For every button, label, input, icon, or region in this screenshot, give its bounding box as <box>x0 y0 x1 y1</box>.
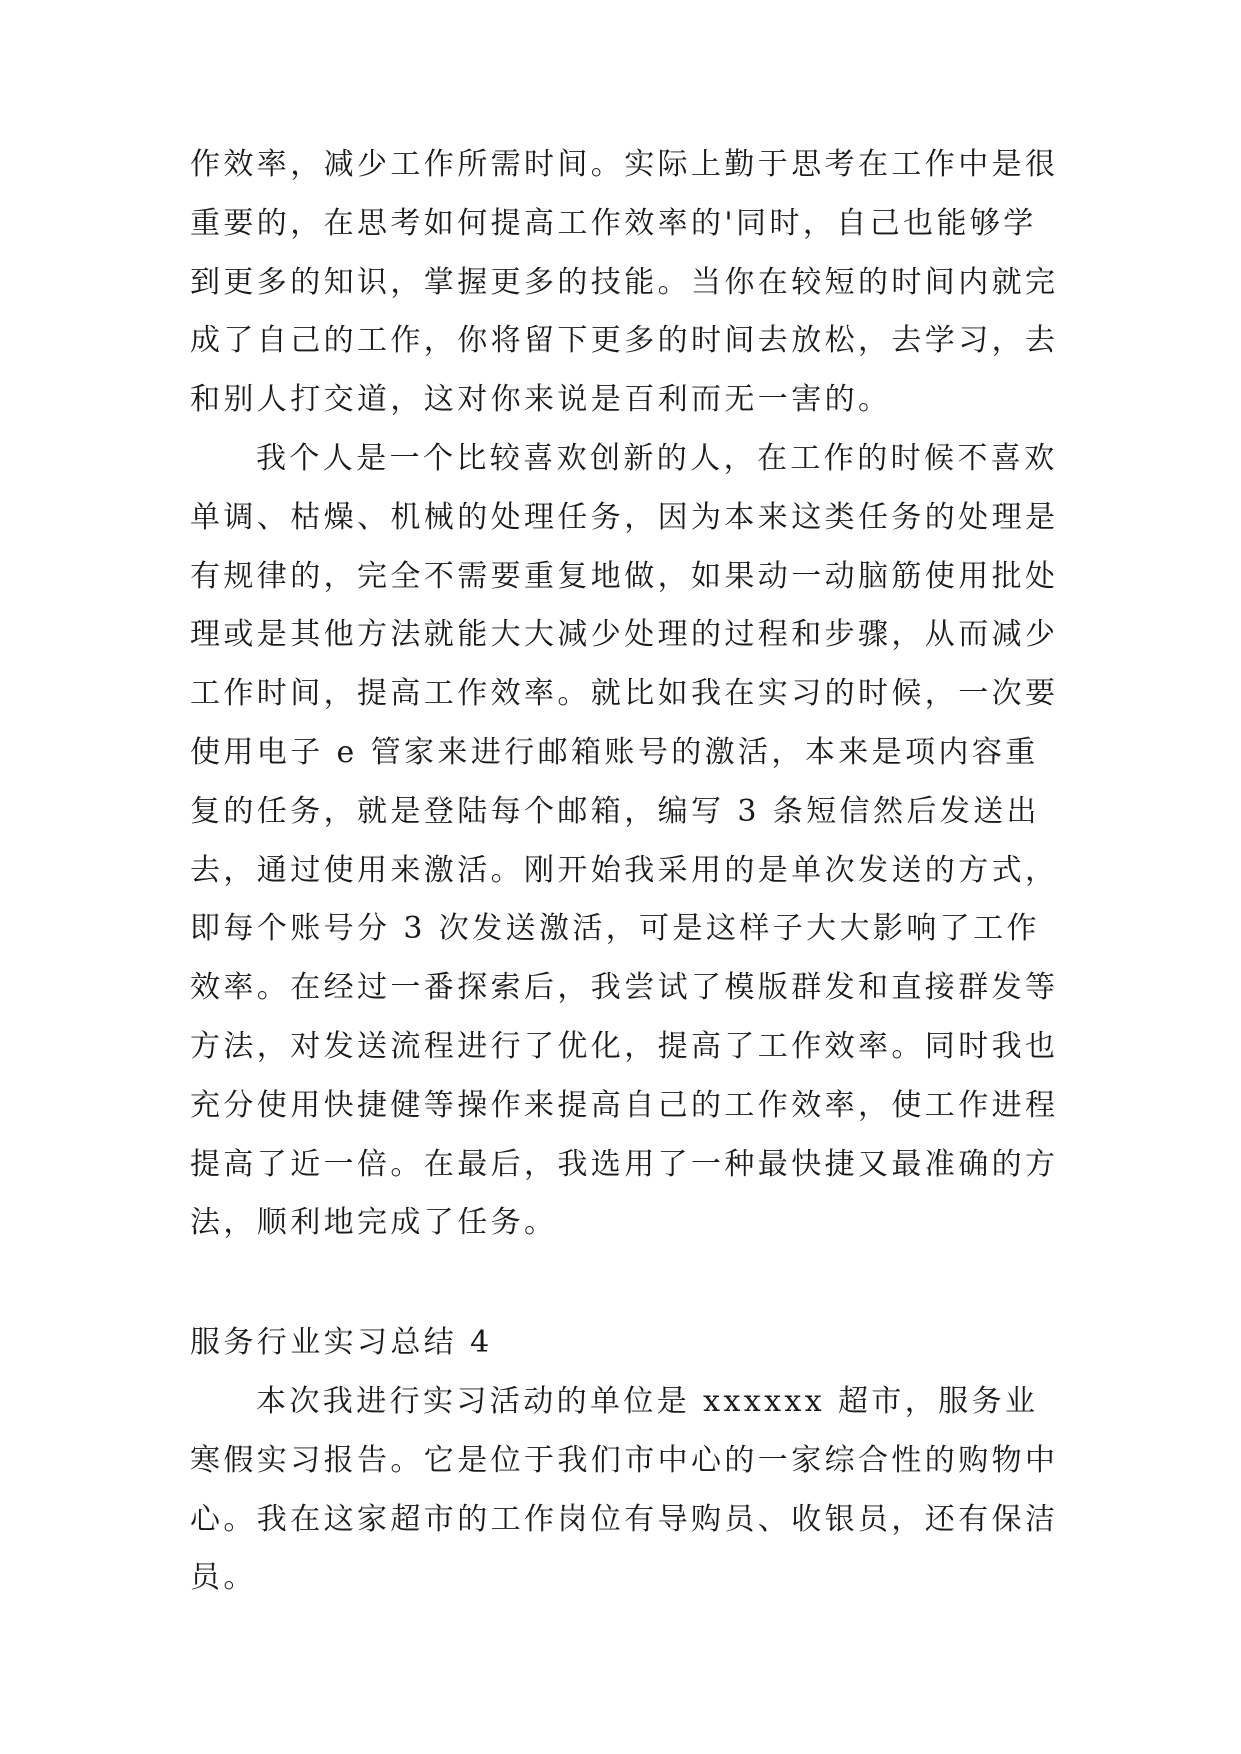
paragraph-innovation: 我个人是一个比较喜欢创新的人，在工作的时候不喜欢单调、枯燥、机械的处理任务，因为本来这类任务的处理是有规律的，完全不需要重复地做，如果动一动脑筋使用批处理或是其他方法就能大大减少处理的过程和步骤，从而减少工作时间，提高工作效率。就比如我在实习的时候，一次要使用电子 e 管家来进行邮箱账号的激活，本来是项内容重复的任务，就是登陆每个邮箱，编写 3 条短信然后发送出去，通过使用来激活。刚开始我采用的是单次发送的方式，即每个账号分 3 次发送激活，可是这样子大大影响了工作效率。在经过一番探索后，我尝试了模版群发和直接群发等方法，对发送流程进行了优化，提高了工作效率。同时我也充分使用快捷健等操作来提高自己的工作效率，使工作进程提高了近一倍。在最后，我选用了一种最快捷又最准确的方法，顺利地完成了任务。 <box>190 440 1059 1241</box>
paragraph-internship-unit: 本次我进行实习活动的单位是 xxxxxx 超市，服务业寒假实习报告。它是位于我们市中心的一家综合性的购物中心。我在这家超市的工作岗位有导购员、收银员，还有保洁员。 <box>190 1384 1059 1596</box>
body-text-top <box>190 136 1060 1253</box>
body-text-bottom <box>190 1373 1060 1608</box>
section-heading: 服务行业实习总结 4 <box>190 1325 493 1360</box>
paragraph-continued: 作效率，减少工作所需时间。实际上勤于思考在工作中是很重要的，在思考如何提高工作效率的'同时，自己也能够学到更多的知识，掌握更多的技能。当你在较短的时间内就完成了自己的工作，你将留下更多的时间去放松，去学习，去和别人打交道，这对你来说是百利而无一害的。 <box>190 147 1059 418</box>
